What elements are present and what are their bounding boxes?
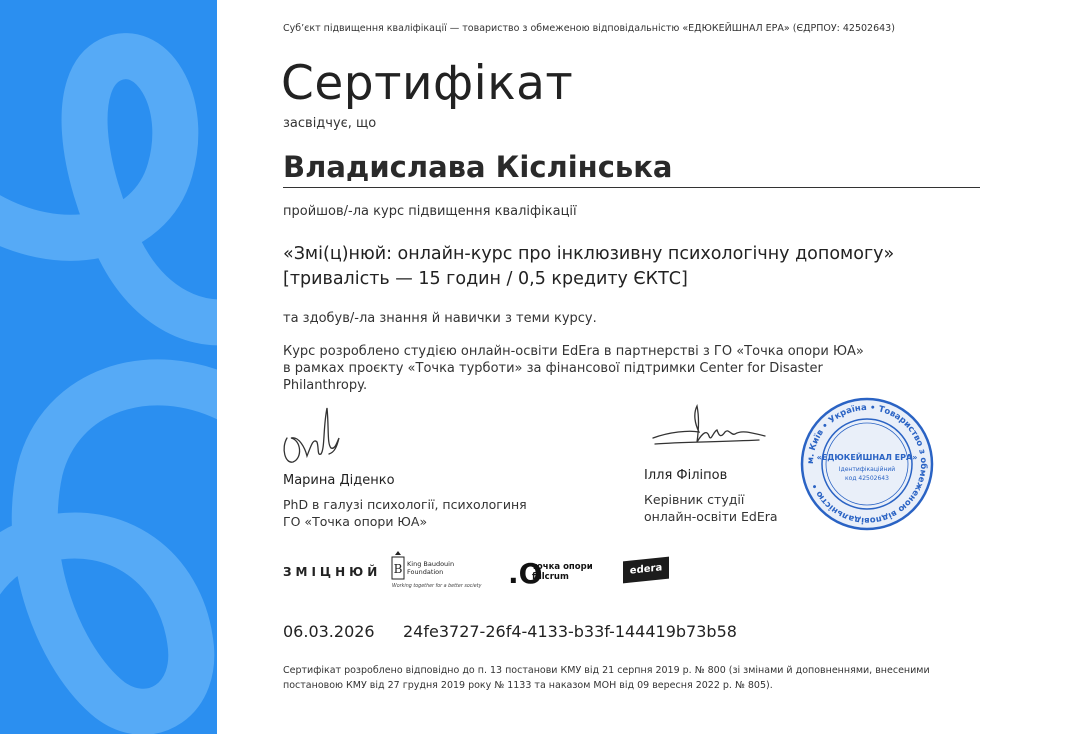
kbf-crest-icon <box>391 551 405 581</box>
development-line: в рамках проєкту «Точка турботи» за фінансової підтримки Center for Disaster <box>283 361 823 376</box>
course-title: «Змі(ц)нюй: онлайн-курс про інклюзивну психологічну допомогу» <box>283 244 895 264</box>
partner-logos <box>283 551 703 593</box>
fulcrum-o-icon: .O <box>508 557 543 590</box>
kbf-logo-text <box>407 560 454 576</box>
signer2-role <box>644 491 778 525</box>
signer1-role-line: ГО «Точка опори ЮА» <box>283 514 428 529</box>
course-block <box>283 242 894 292</box>
issue-date: 06.03.2026 <box>283 622 375 641</box>
signer1-name: Марина Діденко <box>283 473 395 488</box>
edera-logo: edera <box>623 557 669 584</box>
passed-course-text: пройшов/-ла курс підвищення кваліфікації <box>283 204 577 219</box>
kbf-tagline: Working together for a better society <box>392 584 482 589</box>
recipient-name: Владислава Кіслінська <box>283 150 673 184</box>
certificate-title: Сертифікат <box>281 56 574 111</box>
development-line: Philanthropy. <box>283 378 368 393</box>
certificate-id: 24fe3727-26f4-4133-b33f-144419b73b58 <box>403 622 737 641</box>
signature-didenko <box>277 398 347 470</box>
fulcrum-line1: точка опори <box>532 562 593 572</box>
signer2-role-line: онлайн-освіти EdEra <box>644 509 778 524</box>
svg-text:B: B <box>393 562 403 576</box>
gained-skills-text: та здобув/-ла знання й навички з теми курсу. <box>283 311 597 326</box>
kbf-line: Foundation <box>407 568 444 576</box>
footer-line: Сертифікат розроблено відповідно до п. 13 постанови КМУ від 21 серпня 2019 р. № 800 (зі змінами й доповненнями, внесеними <box>283 665 930 676</box>
signer2-role-line: Керівник студії <box>644 492 745 507</box>
decorative-side-panel <box>0 0 217 734</box>
development-line: Курс розроблено студією онлайн-освіти EdEra в партнерстві з ГО «Точка опори ЮА» <box>283 344 864 359</box>
stamp-center-line2: код 42502643 <box>845 475 889 482</box>
footer-line: постановою КМУ від 27 грудня 2019 року № 1133 та наказом МОН від 09 вересня 2022 р. № 805). <box>283 680 773 691</box>
signer1-role-line: PhD в галузі психології, психологиня <box>283 497 527 512</box>
issuer-line: Суб’єкт підвищення кваліфікації — товариство з обмеженою відповідальністю «ЕДЮКЕЙШНАЛ ЕРА» (ЄДРПОУ: 42502643) <box>283 23 895 34</box>
signer2-name: Ілля Філіпов <box>644 468 728 483</box>
decorative-loops-graphic <box>0 0 217 734</box>
stamp-outer-text: м. Київ • Україна • Товариство з обмеженою відповідальністю • <box>805 402 929 526</box>
certifies-text: засвідчує, що <box>283 116 377 131</box>
kbf-line: King Baudouin <box>407 560 455 568</box>
name-underline <box>283 187 980 188</box>
zminyui-logo: ЗМІЦНЮЙ <box>283 565 382 579</box>
official-stamp <box>799 396 935 532</box>
legal-footer <box>283 663 983 693</box>
fulcrum-line2: fulcrum <box>532 572 569 582</box>
signature-filipov <box>649 402 771 454</box>
course-development-note <box>283 343 864 394</box>
certificate-body <box>217 0 1068 734</box>
signer1-role <box>283 496 527 530</box>
stamp-center-line1: Ідентифікаційний <box>838 466 896 473</box>
course-duration: [тривалість — 15 годин / 0,5 кредиту ЄКТС] <box>283 269 688 289</box>
stamp-center-name: «ЕДЮКЕЙШНАЛ ЕРА» <box>816 453 918 462</box>
